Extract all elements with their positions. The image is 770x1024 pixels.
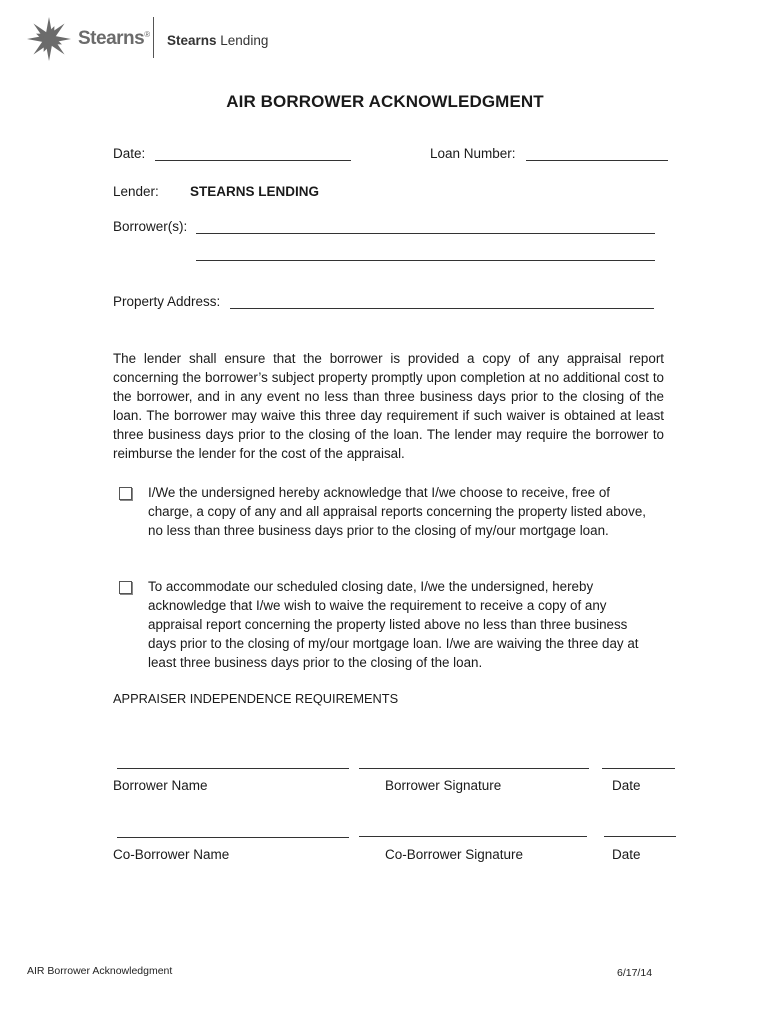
borrower-name-line[interactable] (117, 768, 349, 769)
borrower-signature-line[interactable] (359, 768, 589, 769)
coborrower-signature-line[interactable] (359, 836, 587, 837)
date-label: Date: (113, 146, 146, 161)
loan-number-label: Loan Number: (430, 146, 516, 161)
stearns-lending-label: Stearns Lending (167, 33, 269, 48)
stearns-star-logo-icon (26, 16, 72, 62)
coborrower-signature-label: Co-Borrower Signature (385, 847, 524, 862)
brand-name: Stearns® (78, 28, 150, 49)
borrower-name-label: Borrower Name (113, 778, 208, 793)
loan-number-field[interactable] (526, 160, 668, 161)
receive-copy-text: I/We the undersigned hereby acknowledge that I/we choose to receive, free of charge, a copy of any and all appraisal reports concerning the property listed above, no less than three business days prior to the closing of my/our mortgage loan. (148, 485, 646, 538)
borrowers-field-1[interactable] (196, 233, 655, 234)
date-line-2[interactable] (604, 836, 676, 837)
coborrower-name-line[interactable] (117, 837, 349, 838)
property-address-label: Property Address: (113, 294, 221, 309)
date-field[interactable] (155, 160, 351, 161)
date-line-1[interactable] (602, 768, 675, 769)
lender-value: STEARNS LENDING (190, 184, 320, 199)
waive-copy-checkbox[interactable] (119, 581, 132, 594)
option-receive-copy (113, 483, 653, 561)
receive-copy-checkbox[interactable] (119, 487, 132, 500)
option-waive-copy (113, 577, 653, 673)
coborrower-name-label: Co-Borrower Name (113, 847, 230, 862)
borrowers-label: Borrower(s): (113, 219, 188, 234)
disclosure-paragraph: The lender shall ensure that the borrower is provided a copy of any appraisal report concerning the borrower’s subject property promptly upon completion at no additional cost to the borrower, and in any event no less than three business days prior to the closing of the loan. The borrower may waive this three day requirement if such waiver is obtained at least three business days prior to the closing of the loan. The lender may require the borrower to reimburse the lender for the cost of the appraisal. (113, 351, 664, 461)
header-divider (153, 17, 154, 58)
waive-copy-text: To accommodate our scheduled closing date, I/we the undersigned, hereby acknowledge that I/we wish to waive the requirement to receive a copy of any appraisal report concerning the property listed above no less than three business days prior to the closing of my/our mortgage loan. I/we are waiving the three day at least three business days prior to the closing of the loan. (148, 579, 639, 670)
borrowers-field-2[interactable] (196, 260, 655, 261)
date-label-2: Date (612, 847, 641, 862)
appraiser-independence-heading: APPRAISER INDEPENDENCE REQUIREMENTS (113, 691, 399, 706)
property-address-field[interactable] (230, 308, 654, 309)
lender-label: Lender: (113, 184, 159, 199)
date-label-1: Date (612, 778, 641, 793)
borrower-signature-label: Borrower Signature (385, 778, 502, 793)
page-title: AIR BORROWER ACKNOWLEDGMENT (226, 92, 544, 111)
footer-document-name: AIR Borrower Acknowledgment (27, 965, 173, 977)
footer-revision-date: 6/17/14 (617, 967, 653, 979)
